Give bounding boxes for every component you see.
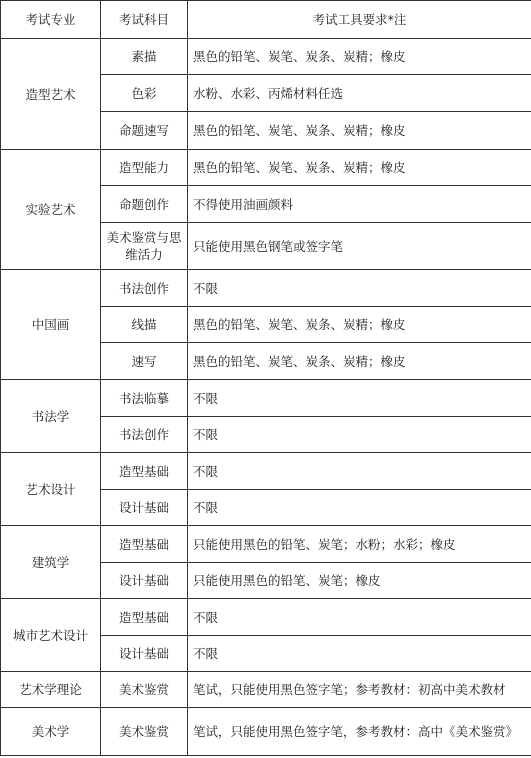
table-row	[1, 708, 531, 756]
requirement-cell: 黑色的铅笔、炭笔、炭条、炭精；橡皮	[188, 39, 531, 75]
table-row	[1, 270, 531, 307]
table-row	[1, 526, 531, 563]
subject-cell: 造型能力	[101, 150, 188, 186]
major-cell: 实验艺术	[1, 150, 101, 270]
table-row	[1, 150, 531, 186]
header-subject: 考试科目	[101, 1, 188, 39]
subject-cell: 线描	[101, 307, 188, 343]
subject-cell: 造型基础	[101, 453, 188, 490]
requirement-cell: 只能使用黑色的铅笔、炭笔；橡皮	[188, 563, 531, 599]
requirement-cell: 不限	[188, 599, 531, 636]
requirement-cell: 不限	[188, 270, 531, 307]
requirement-cell: 不限	[188, 380, 531, 417]
subject-cell: 美术鉴赏	[101, 708, 188, 756]
header-major: 考试专业	[1, 1, 101, 39]
subject-cell: 美术鉴赏	[101, 672, 188, 708]
major-cell: 建筑学	[1, 526, 101, 599]
requirement-cell: 笔试，只能使用黑色签字笔；参考教材：初高中美术教材	[188, 672, 531, 708]
requirement-cell: 不限	[188, 453, 531, 490]
requirement-cell: 不得使用油画颜料	[188, 186, 531, 223]
requirement-cell: 只能使用黑色的铅笔、炭笔；水粉；水彩；橡皮	[188, 526, 531, 563]
requirement-cell: 黑色的铅笔、炭笔、炭条、炭精；橡皮	[188, 343, 531, 380]
major-cell: 造型艺术	[1, 39, 101, 150]
table-row	[1, 39, 531, 75]
major-cell: 艺术设计	[1, 453, 101, 526]
subject-cell: 设计基础	[101, 563, 188, 599]
major-cell: 美术学	[1, 708, 101, 756]
table-row	[1, 380, 531, 417]
subject-cell: 命题速写	[101, 112, 188, 150]
major-cell: 艺术学理论	[1, 672, 101, 708]
subject-cell: 书法临摹	[101, 380, 188, 417]
subject-cell: 书法创作	[101, 270, 188, 307]
header-requirements: 考试工具要求*注	[188, 1, 531, 39]
subject-cell: 设计基础	[101, 636, 188, 672]
table-row	[1, 672, 531, 708]
major-cell: 中国画	[1, 270, 101, 380]
subject-cell: 造型基础	[101, 526, 188, 563]
requirement-cell: 不限	[188, 636, 531, 672]
subject-cell: 造型基础	[101, 599, 188, 636]
requirement-cell: 不限	[188, 417, 531, 453]
subject-cell: 设计基础	[101, 490, 188, 526]
requirement-cell: 只能使用黑色钢笔或签字笔	[188, 223, 531, 270]
major-cell: 书法学	[1, 380, 101, 453]
requirement-cell: 黑色的铅笔、炭笔、炭条、炭精；橡皮	[188, 307, 531, 343]
major-cell: 城市艺术设计	[1, 599, 101, 672]
requirement-cell: 水粉、水彩、丙烯材料任选	[188, 75, 531, 112]
subject-cell: 速写	[101, 343, 188, 380]
table-header-row	[1, 1, 531, 39]
table-row	[1, 453, 531, 490]
subject-cell: 美术鉴赏与思维活力	[101, 223, 188, 270]
requirement-cell: 不限	[188, 490, 531, 526]
subject-cell: 色彩	[101, 75, 188, 112]
subject-cell: 命题创作	[101, 186, 188, 223]
requirement-cell: 笔试，只能使用黑色签字笔，参考教材：高中《美术鉴赏》	[188, 708, 531, 756]
table-row	[1, 599, 531, 636]
subject-cell: 书法创作	[101, 417, 188, 453]
requirement-cell: 黑色的铅笔、炭笔、炭条、炭精；橡皮	[188, 112, 531, 150]
requirement-cell: 黑色的铅笔、炭笔、炭条、炭精；橡皮	[188, 150, 531, 186]
subject-cell: 素描	[101, 39, 188, 75]
